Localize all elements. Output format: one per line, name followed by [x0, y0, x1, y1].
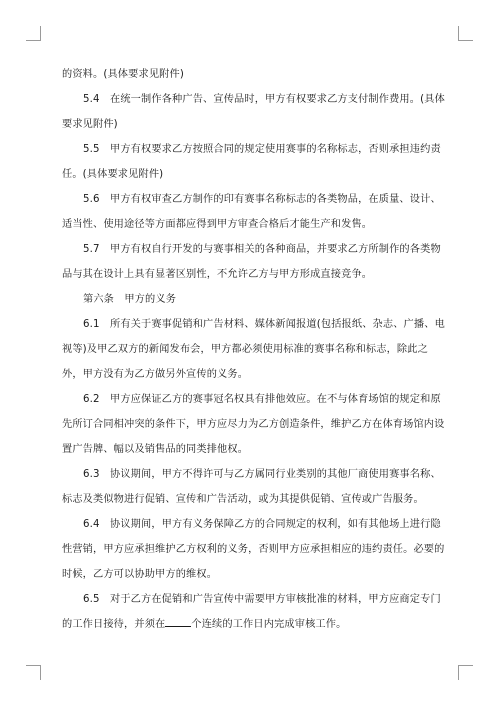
paragraph-continuation: 的资料。(具体要求见附件): [62, 69, 184, 80]
crop-mark-top-right: [458, 26, 473, 41]
fill-in-blank: [165, 617, 191, 627]
crop-mark-top-left: [26, 26, 41, 41]
clause-5-7: 5.7 甲方有权自行开发的与赛事相关的各种商品，并要求乙方所制作的各类物品与其在设计上具有显著区别性，不允许乙方与甲方形成直接竞争。: [62, 244, 441, 280]
clause-6-2: 6.2 甲方应保证乙方的赛事冠名权具有排他效应。在不与体育场馆的规定和原先所订合同相冲突的条件下，甲方应尽力为乙方创造条件，维护乙方在体育场馆内设置广告牌、幅以及销售品的同类排他权。: [62, 394, 445, 455]
clause-6-5: [62, 587, 446, 637]
clause-6-1: 6.1 所有关于赛事促销和广告材料、媒体新闻报道(包括报纸、杂志、广播、电视等)及甲乙双方的新闻发布会，甲方都必须使用标准的赛事名称和标志，除此之外，甲方没有为乙方做另外宣传的义务。: [62, 319, 445, 380]
clause-5-5: 5.5 甲方有权要求乙方按照合同的规定使用赛事的名称标志，否则承担违约责任。(具体要求见附件): [62, 144, 441, 180]
article-6-heading: 第六条 甲方的义务: [83, 294, 177, 305]
document-body: [62, 62, 446, 637]
crop-mark-bottom-left: [26, 665, 41, 680]
clause-6-5-text-before: 6.5 对于乙方在促销和广告宣传中需要甲方审核批准的材料，甲方应商定专门的工作日接待，并须在: [62, 594, 441, 630]
clause-6-3: 6.3 协议期间，甲方不得许可与乙方属同行业类别的其他厂商使用赛事名称、标志及类似物进行促销、宣传和广告活动，或为其提供促销、宣传或广告服务。: [62, 469, 441, 505]
clause-6-5-text-after: 个连续的工作日内完成审核工作。: [191, 619, 347, 630]
clause-5-6: 5.6 甲方有权审查乙方制作的印有赛事名称标志的各类物品，在质量、设计、适当性、使用途径等方面都应得到甲方审查合格后才能生产和发售。: [62, 194, 441, 230]
clause-5-4: 5.4 在统一制作各种广告、宣传品时，甲方有权要求乙方支付制作费用。(具体要求见附件): [62, 94, 445, 130]
crop-mark-bottom-right: [458, 665, 473, 680]
clause-6-4: 6.4 协议期间，甲方有义务保障乙方的合同规定的权利，如有其他场上进行隐性营销，甲方应承担维护乙方权利的义务，否则甲方应承担相应的违约责任。必要的时候，乙方可以协助甲方的维权。: [62, 519, 445, 580]
